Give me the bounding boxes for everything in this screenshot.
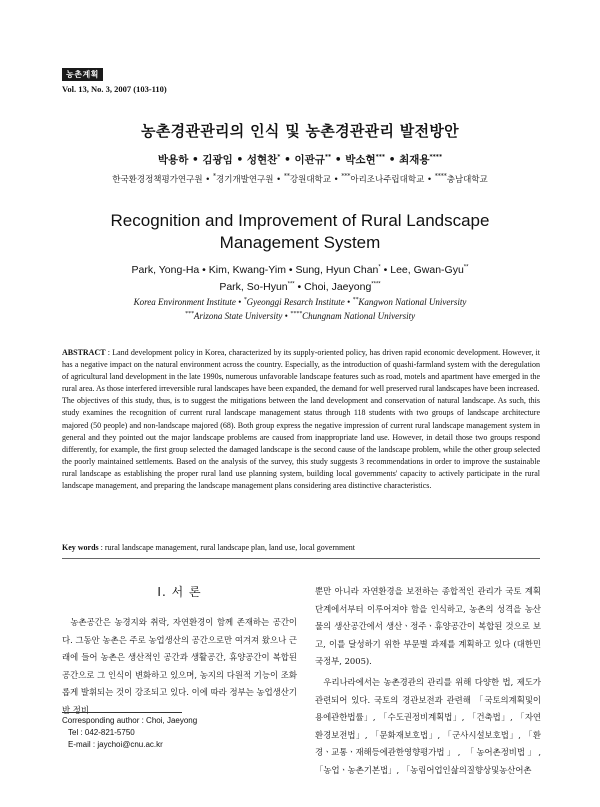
english-authors-line1 [0, 262, 600, 279]
abstract-label: ABSTRACT [62, 348, 106, 357]
english-author-mark: *** [287, 281, 295, 288]
english-author [209, 264, 286, 276]
separator-dot: • [235, 297, 244, 307]
english-author-name: Park, Yong-Ha [131, 264, 200, 276]
english-affiliation [134, 297, 236, 307]
english-author-name: Sung, Hyun Chan [295, 264, 379, 276]
english-author [304, 281, 380, 293]
english-affiliation-name: Chungnam National University [302, 311, 416, 321]
separator-dot: • [330, 175, 342, 185]
korean-affiliation-name: 강원대학교 [289, 175, 331, 185]
english-author-mark: **** [371, 281, 381, 288]
separator-dot: • [294, 281, 305, 293]
english-author-mark: ** [463, 264, 469, 271]
keywords-text: : rural landscape management, rural landscape plan, land use, local government [100, 543, 356, 552]
korean-affiliation-name: 충남대학교 [446, 175, 488, 185]
english-author [132, 264, 200, 276]
body-right-column [315, 583, 541, 780]
korean-authors [0, 152, 600, 167]
korean-author-name: 성현찬 [246, 154, 278, 166]
english-affiliation-mark: *** [184, 311, 194, 317]
english-title [0, 210, 600, 254]
english-affiliation [290, 311, 415, 321]
korean-affiliation-mark: * [212, 173, 216, 181]
korean-affiliation [112, 175, 202, 185]
english-affiliations-line2 [0, 309, 600, 323]
separator-dot: • [285, 264, 296, 276]
korean-author-mark: **** [429, 153, 443, 161]
korean-affiliations [0, 173, 600, 185]
english-author-name: Lee, Gwan-Gyu [390, 264, 464, 276]
separator-dot: • [188, 154, 203, 166]
separator-dot: • [282, 311, 291, 321]
korean-author-name: 김광임 [202, 154, 233, 166]
separator-dot: • [273, 175, 284, 185]
english-title-line1: Recognition and Improvement of Rural Landscape [110, 211, 490, 230]
abstract [62, 347, 540, 492]
separator-dot: • [380, 264, 391, 276]
english-affiliation-name: Korea Environment Institute [133, 297, 236, 307]
english-affiliations-line1 [0, 295, 600, 309]
korean-author-name: 최재용 [399, 154, 430, 166]
abstract-para2: The objectives of this study, thus, is to suggest the mitigations between the land development and conservation of natural landscape. As such, this study examines the recognition of current rural landscape management status through 118 students with two groups of landscape architecture majored (50 people) and non-landscape majored (68). Both group express the negative impression of current rural landscape management system in general and they pointed out the major landscape problems are caused from inappropriate land use. However, in detail those two groups respond differently, for example, the first group selected the damaged landscape is the second cause of the landscape problem, while the other group selected the poorly maintained settlements. Based on the analysis of the survey, this study suggests 3 recommendations in order to improve the sustainable rural landscape as establishing the proper rural land use planning system, building local governments' capacity to actively participate in the rural landscape management, and preparing the landscape management plans considering area distinctive characteristics. [62, 396, 540, 491]
journal-badge: 농촌계획 [62, 68, 103, 81]
korean-affiliation-name: 한국환경정책평가연구원 [112, 175, 203, 185]
keywords [62, 543, 540, 552]
english-author [296, 264, 381, 276]
korean-affiliation-mark: *** [341, 173, 351, 181]
separator-dot: • [199, 264, 209, 276]
korean-author-mark: * [277, 153, 281, 161]
english-affiliation-mark: * [243, 297, 247, 303]
korean-affiliation-mark: **** [434, 173, 447, 181]
english-affiliation [244, 297, 345, 307]
korean-author-name: 이관규 [294, 154, 325, 166]
korean-author [345, 154, 385, 166]
english-affiliation-mark: ** [352, 297, 359, 303]
korean-title: 농촌경관관리의 인식 및 농촌경관관리 발전방안 [141, 122, 459, 140]
english-author-name: Park, So-Hyun [219, 281, 288, 293]
korean-author-name: 박소현 [345, 154, 376, 166]
korean-affiliation-name: 경기개발연구원 [215, 175, 274, 185]
separator-dot: • [385, 154, 400, 166]
separator-dot: • [331, 154, 346, 166]
volume-line: Vol. 13, No. 3, 2007 (103-110) [62, 84, 167, 94]
keywords-label: Key words [62, 543, 99, 552]
english-authors-line2 [0, 279, 600, 296]
body-right-para2: 우리나라에서는 농촌경관의 관리를 위해 다양한 법, 제도가 관련되어 있다. 국토의 경관보전과 관련해 「국토의계획및이용에관한법률」, 「수도권정비계획법」, 「건축법」, 「자연환경보전법」, 「문화재보호법」, 「군사시설보호법」, 「환경ㆍ교통ㆍ재해등에관한영향평가법」, 「농어촌정비법」, 「농업ㆍ농촌기본법」, 「농림어업인삶의질향상및농산어촌 [315, 676, 541, 775]
author-tel: Tel : 042-821-5750 [68, 728, 135, 737]
corresponding-author: Corresponding author : Choi, Jaeyong [62, 716, 198, 725]
english-author-name: Choi, Jaeyong [304, 281, 372, 293]
english-author [219, 281, 294, 293]
separator-dot: • [232, 154, 247, 166]
english-title-line2: Management System [219, 233, 381, 252]
korean-author [202, 154, 232, 166]
english-affiliations [0, 295, 600, 323]
korean-affiliation [341, 175, 424, 185]
english-affiliation-mark: **** [290, 311, 303, 317]
separator-dot: • [344, 297, 353, 307]
english-affiliation [352, 297, 466, 307]
section-divider [62, 558, 540, 559]
korean-author [247, 154, 281, 166]
author-email: E-mail : jaychoi@cnu.ac.kr [68, 740, 163, 749]
korean-author-mark: *** [375, 153, 386, 161]
korean-affiliation [435, 175, 488, 185]
abstract-para1 [62, 347, 540, 395]
separator-dot: • [424, 175, 435, 185]
body-left-para: 농촌공간은 농경지와 취락, 자연환경이 함께 존재하는 공간이다. 그동안 농촌은 주로 농업생산의 공간으로만 여겨져 왔으나 근래에 들어 농촌은 생산적인 공간과 생활공간, 휴양공간이 복합된 공간으로 그 인식이 변화하고 있으며, 농지의 다원적 기능이 조화롭게 발휘되는 것이 강조되고 있다. 이에 따라 정부는 농업생산기반 정비 [62, 617, 297, 715]
body-right-para1: 뿐만 아니라 자연환경을 보전하는 종합적인 관리가 국토 계획 단계에서부터 이루어져야 함을 인식하고, 농촌의 성격을 농산물의 생산공간에서 생산ㆍ정주ㆍ휴양공간이 복합된 것으로 보고, 이를 달성하기 위한 부문별 과제를 계획하고 있다 (대한민국정부, 2005). [315, 586, 541, 667]
footnote-divider [62, 712, 182, 713]
korean-affiliation [284, 175, 331, 185]
korean-affiliation-mark: ** [283, 173, 290, 181]
english-affiliation-name: Gyeonggi Resarch Institute [246, 297, 345, 307]
korean-author [399, 154, 442, 166]
korean-author [158, 154, 188, 166]
abstract-text1: : Land development policy in Korea, characterized by its supply-oriented policy, has driven rapid economic development. However, it has a negative impact on the natural environment across the country. Especially, as the introduction of quashi-farmland system with the deregulation of agricultural land development in the late 1990s, numerous unfavorable landscape features such as road, motels and apartment have emerged in the rural area. As those interfered irreversible rural landscapes have been expanded, the demand for well preserved rural landscapes have been increased. [62, 348, 541, 394]
english-authors [0, 262, 600, 296]
separator-dot: • [202, 175, 213, 185]
korean-author-mark: ** [324, 153, 332, 161]
footnote [62, 715, 197, 751]
english-affiliation-name: Arizona State University [193, 311, 283, 321]
korean-affiliation [213, 175, 273, 185]
korean-affiliation-name: 아리조나주립대학교 [350, 175, 425, 185]
korean-author-name: 박용하 [157, 154, 189, 166]
korean-author [294, 154, 331, 166]
separator-dot: • [280, 154, 295, 166]
section-heading: I. 서 론 [157, 585, 202, 599]
english-author-name: Kim, Kwang-Yim [208, 264, 286, 276]
english-author-mark: * [378, 264, 381, 271]
body-left-column [62, 614, 297, 720]
english-author [390, 264, 468, 276]
english-affiliation [185, 311, 283, 321]
english-affiliation-name: Kangwon National University [358, 297, 467, 307]
